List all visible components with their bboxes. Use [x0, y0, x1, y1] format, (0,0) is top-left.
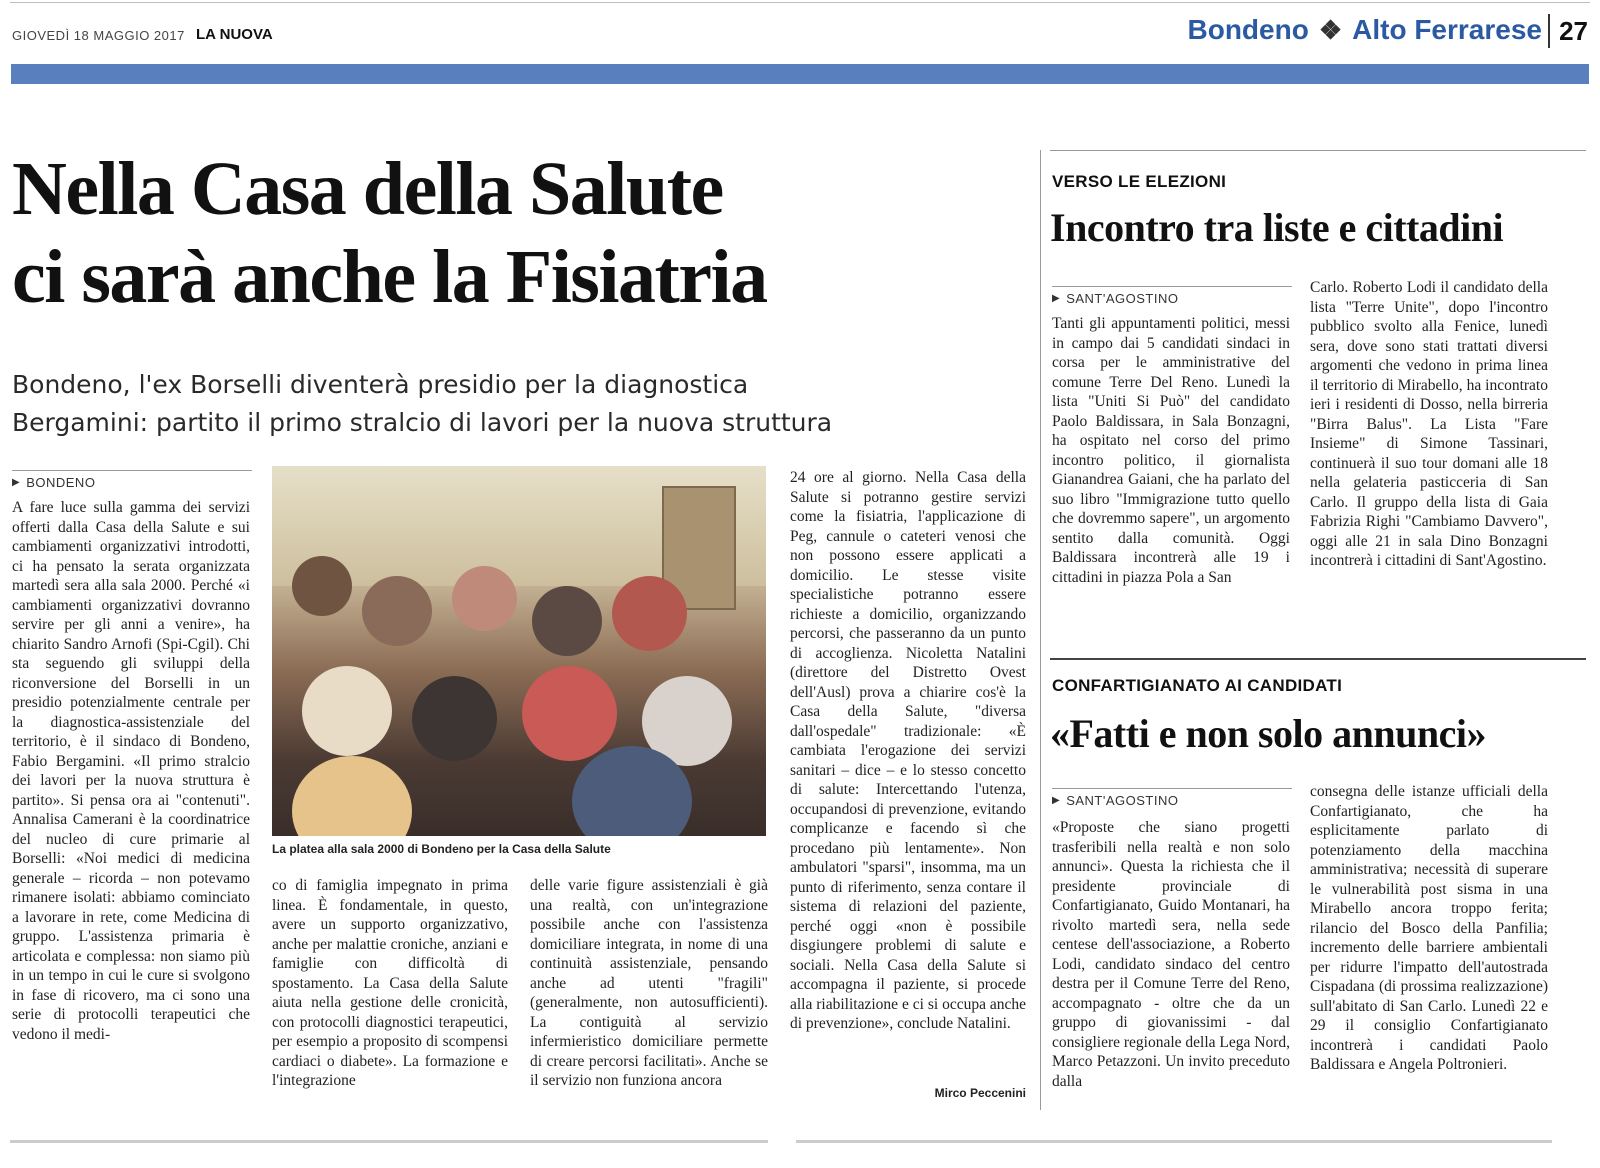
photo-person [522, 666, 617, 761]
main-col-4-text: 24 ore al giorno. Nella Casa della Salute si potranno gestire servizi come la fisiatria, l'applicazione di Peg, cannule o cateteri venosi che non possono essere applicati a domicilio. Le stesse visite specialistiche potranno essere richieste a domicilio, organizzando percorsi, che passeranno da un punto di accoglienza. Nicoletta Natalini (direttore del Distretto Ovest dell'Ausl) prova a chiarire cos'è la Casa della Salute, "diversa dall'ospedale" tradizionale: «È cambiata l'erogazione dei servizi sanitari – dice – e lo stesso concetto di salute: Intercettando l'utenza, occupandosi di prevenzione, evitando complicanze e facendo sì che procedano più lentamente». Non ambulatori "sparsi", insomma, ma un punto di riferimento, senza contare il sistema di relazioni del paziente, perché oggi «non è possibile disgiungere problemi di salute e sociali. Nella Casa della Salute si accompagna il paziente, si procede alla riabilitazione e ci si occupa anche di prevenzione», conclude Natalini. [790, 469, 1026, 1032]
right-separator [1050, 658, 1586, 660]
top-rule [10, 2, 1590, 3]
right1-col-2-text: Carlo. Roberto Lodi il candidato della lista "Terre Unite", dopo l'incontro pubblico svolto alla Fenice, lunedì sera, dove sono stati trattati diversi argomenti che vedono in prima linea il territorio di Mirabello, ha incontrato ieri i residenti di Dosso, nella birreria "Birra Balus". La Lista "Fare Insieme" di Simone Tassinari, continuerà il suo tour domani alle 18 nella gelateria pasticceria di San Carlo. Il gruppo della lista di Gaia Fabrizia Righi "Cambiamo Davvero", oggi alle 21 in sala Dino Bonzagni incontrerà i cittadini di Sant'Agostino. [1310, 279, 1548, 569]
headline-line-1: Nella Casa della Salute [12, 147, 723, 231]
photo-caption: La platea alla sala 2000 di Bondeno per la Casa della Salute [272, 842, 611, 856]
section-title [1188, 14, 1543, 46]
kicker-arrow-icon: ▶ [12, 477, 21, 488]
right2-kicker [1052, 788, 1292, 808]
right-top-rule [1050, 150, 1586, 151]
right1-title: Incontro tra liste e cittadini [1050, 205, 1504, 250]
main-headline [12, 145, 1012, 321]
main-subheadline [12, 366, 1012, 442]
subheadline-line-2: Bergamini: partito il primo stralcio di lavori per la nuova struttura [12, 408, 833, 437]
column-divider [1040, 150, 1041, 1110]
main-kicker-label: BONDENO [26, 475, 96, 490]
page-divider [1548, 14, 1550, 48]
publication-name: LA NUOVA [196, 26, 273, 43]
right2-label: CONFARTIGIANATO AI CANDIDATI [1052, 676, 1343, 695]
main-col-4 [790, 468, 1026, 1080]
header-color-bar [11, 64, 1589, 84]
bottom-rule-left [10, 1140, 768, 1143]
main-kicker [12, 470, 252, 490]
photo-person [292, 556, 352, 616]
section-right: Alto Ferrarese [1352, 14, 1542, 45]
subheadline-line-1: Bondeno, l'ex Borselli diventerà presidio per la diagnostica [12, 370, 749, 399]
right1-col-1-text: Tanti gli appuntamenti politici, messi in campo dai 5 candidati sindaci in corsa per le amministrative del comune Terre Del Reno. Lunedì la lista "Uniti Si Può" del candidato Paolo Baldissara, in Sala Bonzagni, ha ospitato nel corso del primo incontro politico, il giornalista Gianandrea Gaiani, che ha parlato del suo libro "Immigrazione tutto quello che dovremmo sapere", un argomento sentito dalla comunità. Oggi Baldissara incontrerà alle 19 i cittadini in piazza Pola a San [1052, 315, 1290, 586]
headline-line-2: ci sarà anche la Fisiatria [12, 235, 767, 319]
author-byline: Mirco Peccenini [934, 1086, 1026, 1100]
right2-col-1-text: «Proposte che siano progetti trasferibili nella realtà e non solo annunci». Questa la richiesta che il presidente provinciale di Confartigianato, Guido Montanari, ha rivolto martedì sera, nella sede centese dell'associazione, a Roberto Lodi, candidato sindaco del centro destra per il Comune Terre del Reno, accompagnato - oltre che da un gruppo di giovanissimi - dal consigliere regionale della Lega Nord, Marco Petazzoni. Un invito preceduto dalla [1052, 819, 1290, 1090]
right2-title: «Fatti e non solo annunci» [1050, 711, 1486, 756]
main-col-2-text: co di famiglia impegnato in prima linea. È fondamentale, in questo, avere un supporto organizzativo, anche per malattie croniche, anziani e famiglie con difficoltà di spostamento. La Casa della Salute aiuta nella gestione delle cronicità, con protocolli diagnostici terapeutici, per esempio a proposito di scompensi cardiaci o diabete». La formazione e l'integrazione [272, 877, 508, 1089]
right1-kicker [1052, 286, 1292, 306]
photo-person [452, 566, 517, 631]
main-col-3 [530, 876, 768, 1128]
main-col-2 [272, 876, 508, 1128]
right1-col-1 [1052, 314, 1290, 640]
right2-kicker-label: SANT'AGOSTINO [1066, 793, 1179, 808]
kicker-arrow-icon: ▶ [1052, 795, 1061, 806]
right1-kicker-label: SANT'AGOSTINO [1066, 291, 1179, 306]
diamond-icon: ❖ [1318, 14, 1343, 45]
issue-date: GIOVEDÌ 18 MAGGIO 2017 [12, 28, 185, 43]
photo-person [302, 666, 392, 756]
photo-person [362, 576, 432, 646]
photo-person [412, 676, 497, 761]
main-col-3-text: delle varie figure assistenziali è già una realtà, con un'integrazione possibile anche con l'assistenza domiciliare integrata, in nome di una continuità assistenziale, pensando anche ad utenti "fragili" (generalmente, non autosufficienti). La contiguità al servizio infermieristico domiciliare permette di creare percorsi facilitati». Anche se il servizio non funziona ancora [530, 877, 768, 1089]
bottom-rule-right [796, 1140, 1552, 1143]
photo-person [292, 756, 412, 836]
page-number: 27 [1559, 16, 1588, 46]
photo-person [532, 586, 602, 656]
right1-label: VERSO LE ELEZIONI [1052, 172, 1227, 191]
photo-person [612, 576, 687, 651]
audience-photo [272, 466, 766, 836]
main-col-1 [12, 498, 250, 1128]
kicker-arrow-icon: ▶ [1052, 293, 1061, 304]
right2-col-2 [1310, 782, 1548, 1108]
right1-col-2 [1310, 278, 1548, 638]
right2-col-1 [1052, 818, 1290, 1108]
right2-col-2-text: consegna delle istanze ufficiali della Confartigianato, che ha esplicitamente parlato di potenziamento della macchina amministrativa; necessità di superare le vulnerabilità post sisma in una Mirabello ancora troppo ferita; rilancio del Bosco della Panfilia; incremento delle barriere ambientali per ridurre l'impatto dell'autostrada Cispadana (di prossima realizzazione) sull'abitato di San Carlo. Lunedì 22 e 29 il consiglio Confartigianato incontrerà i candidati Paolo Baldissara e Angela Poltronieri. [1310, 783, 1548, 1073]
section-left: Bondeno [1187, 14, 1309, 45]
main-col-1-text: A fare luce sulla gamma dei servizi offerti dalla Casa della Salute e sui cambiamenti organizzativi introdotti, ci ha pensato la serata organizzata martedì sera alla sala 2000. Perché «i cambiamenti organizzativi dovranno servire per gli anni a venire», ha chiarito Sandro Arnofi (Spi-Cgil). Chi sta seguendo gli sviluppi della riconversione del Borselli in un presidio potenzialmente centrale per la diagnostica-assistenziale del territorio, è il sindaco di Bondeno, Fabio Bergamini. «Il primo stralcio dei lavori per la nuova struttura è partito». Si pensa ora ai "contenuti". Annalisa Camerani è la coordinatrice del nucleo di cure primarie al Borselli: «Noi medici di medicina generale – ricorda – non potevamo rimanere isolati: abbiamo cominciato a lavorare in rete, come Medicina di gruppo. L'assistenza primaria è articolata e complessa: non siamo più in un tempo in cui le cure si svolgono in fase di ricovero, ma ci sono una serie di protocolli terapeutici che vedono il medi- [12, 499, 250, 1043]
